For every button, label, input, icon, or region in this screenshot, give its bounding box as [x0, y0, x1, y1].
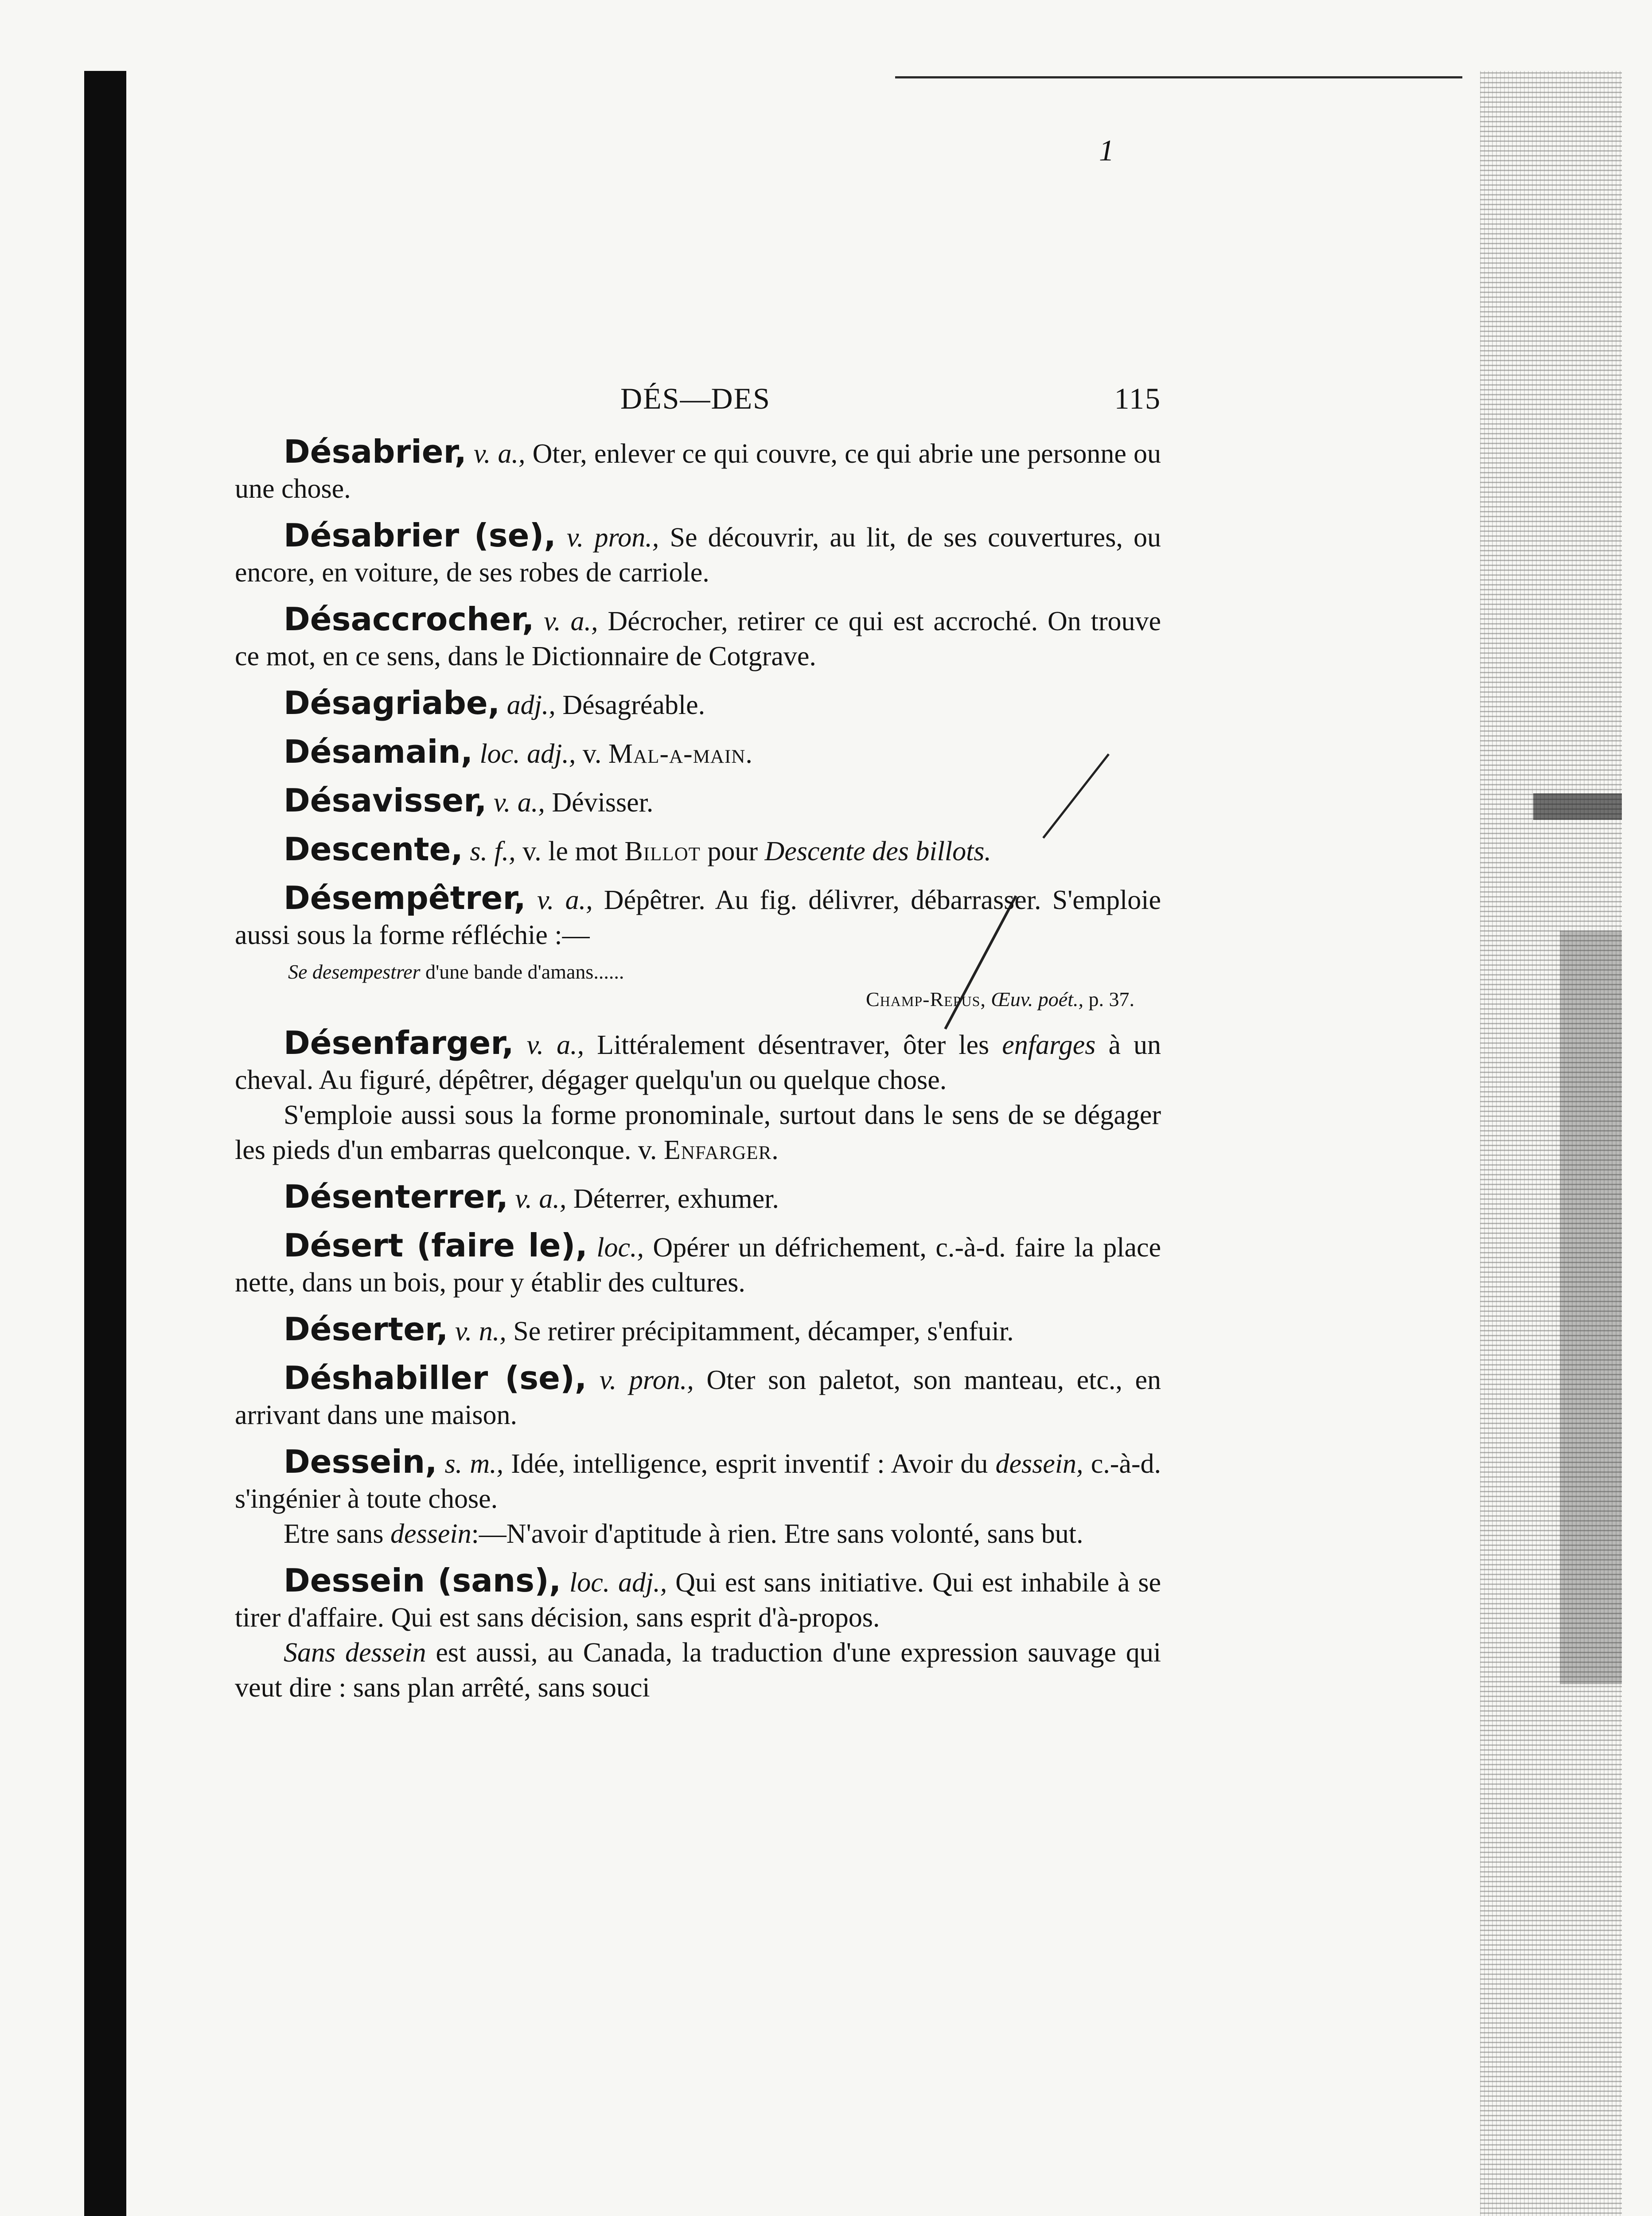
handwritten-folio-mark: 1: [1099, 133, 1114, 167]
definition: Dévisser.: [552, 788, 654, 818]
headword: Désempêtrer,: [284, 879, 526, 917]
grammar-label: v. a.,: [515, 1184, 567, 1214]
definition: Se découvrir, au lit, de ses couvertures, ou encore, en voiture, de ses robes de carriole.: [235, 523, 1161, 588]
entry-dessein: Dessein, s. m., Idée, intelligence, esprit inventif : Avoir du dessein, c.-à-d. s'ingénier à toute chose. Etre sans dessein:—N'avoir d'aptitude à rien. Etre sans volonté, sans but.: [235, 1443, 1161, 1549]
grammar-label: v. a.,: [493, 788, 545, 818]
grammar-label: v. pron.,: [599, 1365, 694, 1395]
entry-desaccrocher: [235, 602, 1161, 674]
top-rule: [895, 76, 1462, 78]
grammar-label: loc. adj.,: [479, 739, 576, 769]
page-title: DÉS—DES: [620, 382, 771, 415]
definition: v. le mot: [522, 836, 618, 866]
definition: Décrocher, retirer ce qui est accroché. On trouve ce mot, en ce sens, dans le Dictionnaire de Cotgrave.: [235, 606, 1161, 671]
definition: pour: [707, 836, 758, 866]
headword: Dessein (sans),: [284, 1562, 561, 1599]
entry-desenterrer: [235, 1179, 1161, 1217]
headword: Désabrier,: [284, 433, 467, 470]
cross-reference: Enfarger.: [663, 1135, 779, 1165]
grammar-label: s. f.,: [470, 836, 516, 866]
grammar-label: v. a.,: [473, 439, 526, 469]
definition: Qui est sans initiative. Qui est inhabile à se tirer d'affaire. Qui est sans décision, sans esprit d'à-propos.: [235, 1568, 1161, 1633]
scan-noise-block: [1533, 793, 1622, 820]
definition-italic: Descente des billots.: [764, 836, 991, 866]
grammar-label: v. a.,: [537, 885, 593, 915]
headword: Désert (faire le),: [284, 1227, 588, 1264]
entry-desempetrer: [235, 881, 1161, 1013]
entry-descente: [235, 832, 1161, 869]
headword: Désenfarger,: [284, 1024, 514, 1061]
grammar-label: loc. adj.,: [569, 1568, 667, 1598]
definition: Déterrer, exhumer.: [573, 1184, 779, 1214]
entry-desamain: [235, 734, 1161, 772]
citation: Se desempestrer d'une bande d'amans......: [288, 960, 624, 983]
headword: Déserter,: [284, 1311, 448, 1348]
definition: Oter son paletot, son manteau, etc., en arrivant dans une maison.: [235, 1365, 1161, 1430]
definition: Désagréable.: [562, 690, 705, 720]
grammar-label: s. m.,: [444, 1449, 504, 1479]
entry-desert: [235, 1228, 1161, 1300]
citation-source: Champ-Repus, Œuv. poét., p. 37.: [865, 988, 1134, 1010]
entry-dessein-sans: Dessein (sans), loc. adj., Qui est sans initiative. Qui est inhabile à se tirer d'affaire. Qui est sans décision, sans esprit d'à-propos. Sans dessein est aussi, au Canada, la traduction d'une expression sauvage qui veut dire : sans plan arrêté, sans souci: [235, 1562, 1161, 1703]
entry-desavisser: [235, 783, 1161, 820]
definition: v.: [582, 739, 602, 769]
headword: Désabrier (se),: [284, 517, 556, 554]
grammar-label: loc.,: [596, 1233, 644, 1263]
headword: Déshabiller (se),: [284, 1359, 587, 1397]
headword: Descente,: [284, 831, 463, 868]
dictionary-page: [235, 381, 1161, 1717]
grammar-label: v. a.,: [544, 606, 598, 636]
entry-desagriabe: [235, 686, 1161, 723]
entry-deshabiller-se: [235, 1361, 1161, 1433]
entry-desabrier-se: [235, 518, 1161, 590]
grammar-label: v. pron.,: [566, 523, 659, 553]
cross-reference: Mal-a-main.: [608, 739, 753, 769]
grammar-label: v. n.,: [455, 1316, 507, 1346]
entry-deserter: [235, 1312, 1161, 1349]
definition: Opérer un défrichement, c.-à-d. faire la place nette, dans un bois, pour y établir des cultures.: [235, 1233, 1161, 1298]
headword: Dessein,: [284, 1443, 437, 1480]
entry-desabrier: [235, 434, 1161, 507]
cross-reference: Billot: [624, 836, 701, 866]
definition: Se retirer précipitamment, décamper, s'enfuir.: [513, 1316, 1014, 1346]
scan-noise-block: [1560, 931, 1622, 1684]
headword: Désagriabe,: [284, 684, 500, 722]
headword: Désaccrocher,: [284, 601, 534, 638]
headword: Désavisser,: [284, 782, 487, 819]
entry-desenfarger: Désenfarger, v. a., Littéralement désentraver, ôter les enfarges à un cheval. Au figuré, dépêtrer, dégager quelqu'un ou quelque chose. S'emploie aussi sous la forme pronominale, surtout dans le sens de se dégager les pieds d'un embarras quelconque. v. Enfarger.: [235, 1024, 1161, 1165]
headword: Désamain,: [284, 733, 473, 770]
grammar-label: v. a.,: [526, 1030, 584, 1060]
binding-shadow: [84, 71, 126, 2216]
headword: Désenterrer,: [284, 1178, 508, 1215]
definition: Dépêtrer. Au fig. délivrer, débarrasser. S'emploie aussi sous la forme réfléchie :—: [235, 885, 1161, 950]
page-number: 115: [1114, 382, 1161, 415]
definition: Oter, enlever ce qui couvre, ce qui abrie une personne ou une chose.: [235, 439, 1161, 504]
grammar-label: adj.,: [507, 690, 556, 720]
running-head: [235, 381, 1161, 434]
